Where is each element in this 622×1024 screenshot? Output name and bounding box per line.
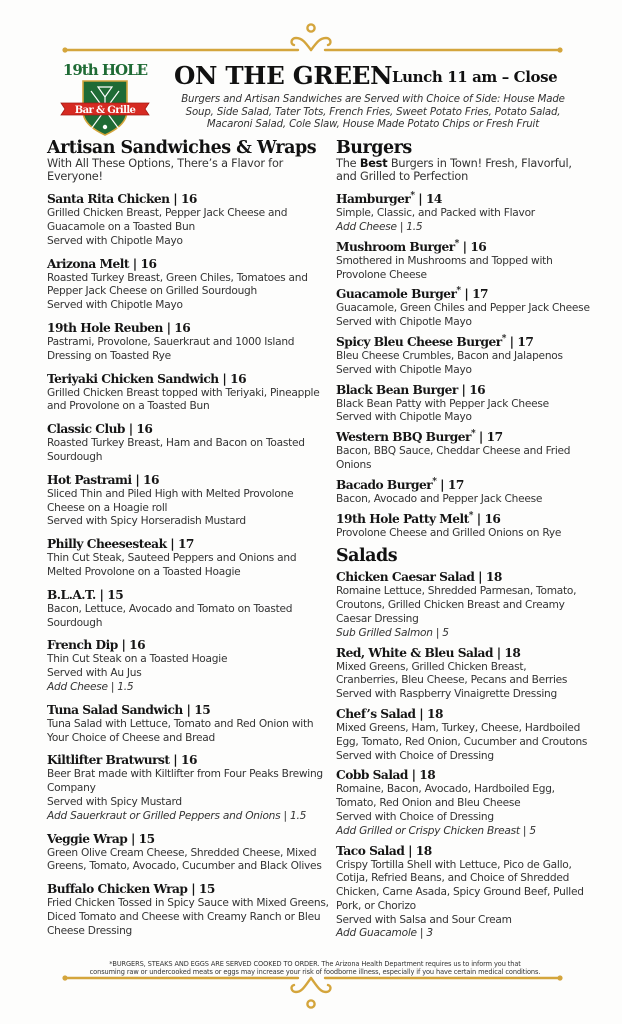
menu-item-price: 16 bbox=[484, 511, 501, 526]
section-title: Salads bbox=[336, 546, 398, 567]
menu-item-name bbox=[47, 371, 332, 387]
menu-item bbox=[47, 637, 332, 694]
menu-item bbox=[336, 706, 591, 763]
menu-item bbox=[47, 191, 332, 248]
price-separator: | bbox=[131, 472, 144, 487]
menu-item bbox=[336, 477, 591, 507]
price-separator: | bbox=[436, 477, 448, 492]
menu-item-price: 16 bbox=[230, 371, 247, 386]
menu-item-name bbox=[47, 752, 332, 768]
menu-item-description: Guacamole, Green Chiles and Pepper Jack Cheese bbox=[336, 302, 590, 315]
menu-item-description: Provolone Cheese and Grilled Onions on Rye bbox=[336, 526, 562, 539]
restaurant-logo bbox=[55, 57, 155, 137]
menu-item-description: Served with Salsa and Sour Cream bbox=[336, 913, 512, 926]
item-name-text: Hot Pastrami bbox=[47, 472, 132, 487]
item-name-text: Buffalo Chicken Wrap bbox=[47, 882, 188, 897]
item-name-text: Classic Club bbox=[47, 422, 125, 437]
price-separator: | bbox=[117, 638, 130, 653]
price-separator: | bbox=[460, 287, 473, 302]
menu-item-description: Romaine Lettuce, Shredded Parmesan, Tomato, Croutons, Grilled Chicken Breast and Creamy Caesar Dressing bbox=[336, 585, 577, 625]
subtitle-text: The bbox=[336, 157, 360, 170]
menu-item-description: Bacon, Avocado and Pepper Jack Cheese bbox=[336, 492, 543, 505]
item-name-text: Bacado Burger bbox=[336, 477, 433, 492]
cooked-to-order-asterisk: * bbox=[456, 286, 461, 297]
menu-item bbox=[47, 472, 332, 529]
price-separator: | bbox=[414, 192, 426, 207]
price-separator: | bbox=[124, 422, 137, 437]
menu-item bbox=[336, 382, 591, 426]
menu-item bbox=[336, 511, 591, 541]
menu-item-price: 16 bbox=[136, 422, 153, 437]
menu-item-name bbox=[336, 645, 591, 661]
menu-item-description: Simple, Classic, and Packed with Flavor bbox=[336, 207, 535, 220]
menu-item bbox=[47, 752, 332, 823]
menu-item-name bbox=[336, 706, 591, 722]
menu-item-name bbox=[336, 286, 591, 302]
menu-item bbox=[336, 239, 591, 283]
price-separator: | bbox=[492, 645, 505, 660]
menu-item bbox=[47, 831, 332, 875]
item-name-text: Guacamole Burger bbox=[336, 287, 457, 302]
item-name-text: 19th Hole Patty Melt bbox=[336, 511, 469, 526]
menu-item-price: 16 bbox=[180, 192, 197, 207]
menu-item bbox=[336, 429, 591, 473]
menu-item-name bbox=[47, 472, 332, 488]
menu-item-description: Black Bean Patty with Pepper Jack Cheese bbox=[336, 397, 549, 410]
disclaimer-line: consuming raw or undercooked meats or eggs may increase your risk of foodborne illness, especially if you have certain medical conditions. bbox=[89, 968, 541, 976]
price-separator: | bbox=[169, 192, 181, 207]
price-separator: | bbox=[407, 768, 420, 783]
price-separator: | bbox=[162, 320, 175, 335]
item-name-text: Black Bean Burger bbox=[336, 382, 458, 397]
cooked-to-order-asterisk: * bbox=[501, 333, 506, 344]
section-subtitle bbox=[336, 158, 591, 183]
menu-item bbox=[336, 569, 591, 640]
menu-item-price: 18 bbox=[415, 843, 432, 858]
section-title: Burgers bbox=[336, 138, 412, 158]
menu-item-name bbox=[336, 334, 591, 350]
price-separator: | bbox=[166, 537, 178, 552]
menu-item-price: 17 bbox=[486, 430, 503, 445]
menu-item-price: 18 bbox=[485, 570, 502, 585]
menu-item-name bbox=[336, 239, 591, 255]
menu-item-description: Served with Chipotle Mayo bbox=[47, 234, 183, 247]
salad-list bbox=[336, 569, 591, 941]
cooked-to-order-asterisk: * bbox=[468, 510, 474, 521]
menu-item bbox=[336, 286, 591, 330]
menu-item-name bbox=[47, 587, 332, 603]
logo-title: 19th HOLE bbox=[62, 61, 148, 79]
item-name-text: Santa Rita Chicken bbox=[47, 192, 170, 207]
menu-item-name bbox=[47, 320, 332, 336]
menu-item bbox=[336, 191, 591, 235]
menu-item-price: 17 bbox=[517, 334, 534, 349]
hours: Lunch 11 am – Close bbox=[392, 68, 558, 86]
menu-item-name bbox=[47, 536, 332, 552]
menu-item-description: Served with Chipotle Mayo bbox=[336, 363, 472, 376]
menu-item bbox=[47, 536, 332, 580]
item-name-text: Arizona Melt bbox=[47, 256, 130, 271]
menu-item-price: 15 bbox=[194, 702, 211, 717]
item-name-text: French Dip bbox=[47, 638, 118, 653]
item-name-text: 19th Hole Reuben bbox=[47, 320, 163, 335]
menu-item-description: Served with Au Jus bbox=[47, 667, 142, 680]
price-separator: | bbox=[182, 702, 195, 717]
menu-item bbox=[47, 256, 332, 313]
menu-item-addon: Add Grilled or Crispy Chicken Breast | 5 bbox=[336, 824, 536, 837]
menu-item-name bbox=[47, 881, 332, 897]
item-name-text: Western BBQ Burger bbox=[336, 430, 471, 445]
menu-item-name bbox=[336, 429, 591, 445]
page-title: ON THE GREEN bbox=[174, 61, 393, 90]
menu-item-description: Mixed Greens, Ham, Turkey, Cheese, Hardboiled Egg, Tomato, Red Onion, Cucumber and Croutons bbox=[336, 721, 588, 748]
menu-item-price: 17 bbox=[447, 477, 464, 492]
section-subtitle: With All These Options, There’s a Flavor for Everyone! bbox=[47, 157, 284, 183]
item-name-text: Philly Cheesesteak bbox=[47, 537, 167, 552]
bottom-ornament-divider bbox=[0, 968, 622, 1018]
menu-item-description: Bacon, Lettuce, Avocado and Tomato on Toasted Sourdough bbox=[47, 602, 293, 629]
menu-item-name bbox=[47, 191, 332, 207]
section-title: Artisan Sandwiches & Wraps bbox=[47, 138, 317, 158]
menu-item-description: Served with Chipotle Mayo bbox=[47, 299, 183, 312]
menu-item-description: Roasted Turkey Breast, Green Chiles, Tomatoes and Pepper Jack Cheese on Grilled Sourdough bbox=[47, 271, 308, 298]
item-name-text: Red, White & Bleu Salad bbox=[336, 645, 493, 660]
price-separator: | bbox=[505, 334, 518, 349]
item-name-text: Chicken Caesar Salad bbox=[336, 570, 475, 585]
menu-item-name bbox=[47, 831, 332, 847]
menu-item bbox=[336, 645, 591, 702]
menu-item bbox=[47, 320, 332, 364]
item-name-text: Hamburger bbox=[336, 192, 411, 207]
burgers-salads-column bbox=[336, 138, 591, 945]
price-separator: | bbox=[475, 430, 487, 445]
menu-item-name bbox=[336, 767, 591, 783]
price-separator: | bbox=[415, 706, 427, 721]
sandwiches-section bbox=[47, 138, 332, 945]
menu-item-price: 16 bbox=[470, 239, 487, 254]
subtitle-text: Burgers in Town! Fresh, Flavorful, and Grilled to Perfection bbox=[336, 157, 572, 183]
item-name-text: Spicy Bleu Cheese Burger bbox=[336, 334, 502, 349]
item-name-text: Teriyaki Chicken Sandwich bbox=[47, 371, 219, 386]
menu-item-price: 16 bbox=[469, 382, 486, 397]
menu-item-price: 15 bbox=[107, 587, 124, 602]
menu-item-description: Mixed Greens, Grilled Chicken Breast, Cranberries, Bleu Cheese, Pecans and Berries bbox=[336, 660, 568, 687]
item-name-text: Taco Salad bbox=[336, 843, 405, 858]
menu-item-name bbox=[336, 477, 591, 493]
disclaimer-line: *BURGERS, STEAKS AND EGGS ARE SERVED COOKED TO ORDER. The Arizona Health Department requires us to inform you that bbox=[109, 960, 521, 968]
menu-item-description: Thin Cut Steak, Sauteed Peppers and Onions and Melted Provolone on a Toasted Hoagie bbox=[47, 552, 297, 578]
menu-item-description: Crispy Tortilla Shell with Lettuce, Pico de Gallo, Cotija, Refried Beans, and Choice of Shredded Chicken, Carne Asada, Spicy Ground Beef, Pulled Pork, or Chorizo bbox=[336, 858, 584, 912]
cooked-to-order-asterisk: * bbox=[454, 238, 459, 249]
menu-item-description: Smothered in Mushrooms and Topped with Provolone Cheese bbox=[336, 254, 553, 281]
menu-item-description: Bacon, BBQ Sauce, Cheddar Cheese and Fried Onions bbox=[336, 445, 571, 471]
menu-item-price: 17 bbox=[177, 537, 194, 552]
menu-item-price: 16 bbox=[180, 753, 197, 768]
sides-note: Burgers and Artisan Sandwiches are Served with Choice of Side: House Made Soup, Side Salad, Tater Tots, French Fries, Sweet Potato Fries, Potato Salad, Macaroni Salad, Cole Slaw, House Made Potato Chips or Fresh Fruit bbox=[181, 94, 565, 131]
price-separator: | bbox=[404, 843, 416, 858]
menu-item-name bbox=[47, 256, 332, 272]
item-name-text: Kiltlifter Bratwurst bbox=[47, 753, 170, 768]
sandwich-list bbox=[47, 191, 332, 938]
menu-item-addon: Add Sauerkraut or Grilled Peppers and Onions | 1.5 bbox=[47, 809, 307, 822]
menu-item-name bbox=[336, 191, 591, 207]
menu-item-name bbox=[336, 382, 591, 398]
menu-item-price: 18 bbox=[426, 706, 443, 721]
menu-item-addon: Add Cheese | 1.5 bbox=[336, 220, 423, 233]
menu-item-price: 15 bbox=[138, 831, 155, 846]
menu-item-addon: Add Cheese | 1.5 bbox=[47, 680, 134, 693]
menu-item bbox=[336, 334, 591, 378]
menu-item-description: Grilled Chicken Breast topped with Teriyaki, Pineapple and Provolone on a Toasted Bun bbox=[47, 386, 320, 413]
menu-item-price: 17 bbox=[472, 287, 489, 302]
menu-item bbox=[47, 371, 332, 415]
price-separator: | bbox=[129, 256, 141, 271]
menu-item-name bbox=[47, 702, 332, 718]
item-name-text: Chef’s Salad bbox=[336, 706, 416, 721]
menu-item-price: 14 bbox=[425, 192, 442, 207]
logo-subtitle: Bar & Grille bbox=[74, 105, 136, 116]
menu-item-description: Served with Spicy Horseradish Mustard bbox=[47, 515, 246, 528]
item-name-text: Cobb Salad bbox=[336, 768, 408, 783]
price-separator: | bbox=[458, 239, 471, 254]
menu-item-description: Tuna Salad with Lettuce, Tomato and Red Onion with Your Choice of Cheese and Bread bbox=[47, 717, 314, 744]
menu-item-description: Thin Cut Steak on a Toasted Hoagie bbox=[47, 653, 228, 666]
item-name-text: Mushroom Burger bbox=[336, 239, 455, 254]
menu-item-description: Beer Brat made with Kiltlifter from Four Peaks Brewing Company bbox=[47, 768, 323, 795]
menu-item bbox=[47, 587, 332, 631]
menu-item-description: Served with Choice of Dressing bbox=[336, 810, 494, 823]
menu-item-name bbox=[336, 569, 591, 585]
price-separator: | bbox=[95, 587, 108, 602]
menu-item-addon: Add Guacamole | 3 bbox=[336, 927, 433, 940]
menu-item-description: Served with Chipotle Mayo bbox=[336, 411, 472, 424]
menu-item-price: 18 bbox=[504, 645, 521, 660]
menu-item-name bbox=[47, 637, 332, 653]
subtitle-emphasis: Best bbox=[359, 157, 388, 170]
menu-item-description: Served with Raspberry Vinaigrette Dressing bbox=[336, 688, 557, 701]
menu-item-name bbox=[47, 421, 332, 437]
menu-item-price: 18 bbox=[419, 768, 436, 783]
cooked-to-order-asterisk: * bbox=[432, 476, 437, 487]
menu-item-description: Served with Chipotle Mayo bbox=[336, 316, 472, 329]
menu-item bbox=[336, 843, 591, 942]
menu-item-price: 16 bbox=[129, 638, 146, 653]
menu-item-name bbox=[336, 843, 591, 859]
menu-item-description: Romaine, Bacon, Avocado, Hardboiled Egg, Tomato, Red Onion and Bleu Cheese bbox=[336, 783, 555, 810]
menu-item-description: Grilled Chicken Breast, Pepper Jack Cheese and Guacamole on a Toasted Bun bbox=[47, 207, 288, 233]
menu-item-description: Served with Choice of Dressing bbox=[336, 749, 494, 762]
menu-item-price: 16 bbox=[174, 320, 191, 335]
menu-item-description: Bleu Cheese Crumbles, Bacon and Jalapenos bbox=[336, 349, 563, 362]
cooked-to-order-asterisk: * bbox=[470, 429, 476, 440]
menu-item bbox=[336, 767, 591, 838]
item-name-text: Veggie Wrap bbox=[47, 831, 128, 846]
menu-item-description: Roasted Turkey Breast, Ham and Bacon on Toasted Sourdough bbox=[47, 437, 305, 463]
menu-item-price: 15 bbox=[198, 882, 215, 897]
menu-item-description: Pastrami, Provolone, Sauerkraut and 1000 Island Dressing on Toasted Rye bbox=[47, 335, 295, 362]
price-separator: | bbox=[187, 882, 199, 897]
price-separator: | bbox=[218, 371, 231, 386]
cooked-to-order-asterisk: * bbox=[410, 191, 415, 202]
item-name-text: Tuna Salad Sandwich bbox=[47, 702, 183, 717]
menu-item-name bbox=[336, 511, 591, 527]
menu-item-description: Fried Chicken Tossed in Spicy Sauce with Mixed Greens, Diced Tomato and Cheese with Creamy Ranch or Bleu Cheese Dressing bbox=[47, 897, 329, 937]
item-name-text: B.L.A.T. bbox=[47, 587, 96, 602]
price-separator: | bbox=[169, 753, 181, 768]
price-separator: | bbox=[474, 570, 486, 585]
burger-list bbox=[336, 191, 591, 540]
menu-item bbox=[47, 702, 332, 746]
menu-item bbox=[47, 881, 332, 938]
menu-item-description: Served with Spicy Mustard bbox=[47, 795, 182, 808]
menu-item-addon: Sub Grilled Salmon | 5 bbox=[336, 626, 449, 639]
menu-item-description: Green Olive Cream Cheese, Shredded Cheese, Mixed Greens, Tomato, Avocado, Cucumber and Black Olives bbox=[47, 846, 322, 873]
menu-item-description: Sliced Thin and Piled High with Melted Provolone Cheese on a Hoagie roll bbox=[47, 487, 294, 514]
price-separator: | bbox=[473, 511, 485, 526]
menu-item bbox=[47, 421, 332, 465]
price-separator: | bbox=[127, 831, 139, 846]
menu-item-price: 16 bbox=[140, 256, 157, 271]
menu-item-price: 16 bbox=[143, 472, 159, 487]
price-separator: | bbox=[457, 382, 470, 397]
